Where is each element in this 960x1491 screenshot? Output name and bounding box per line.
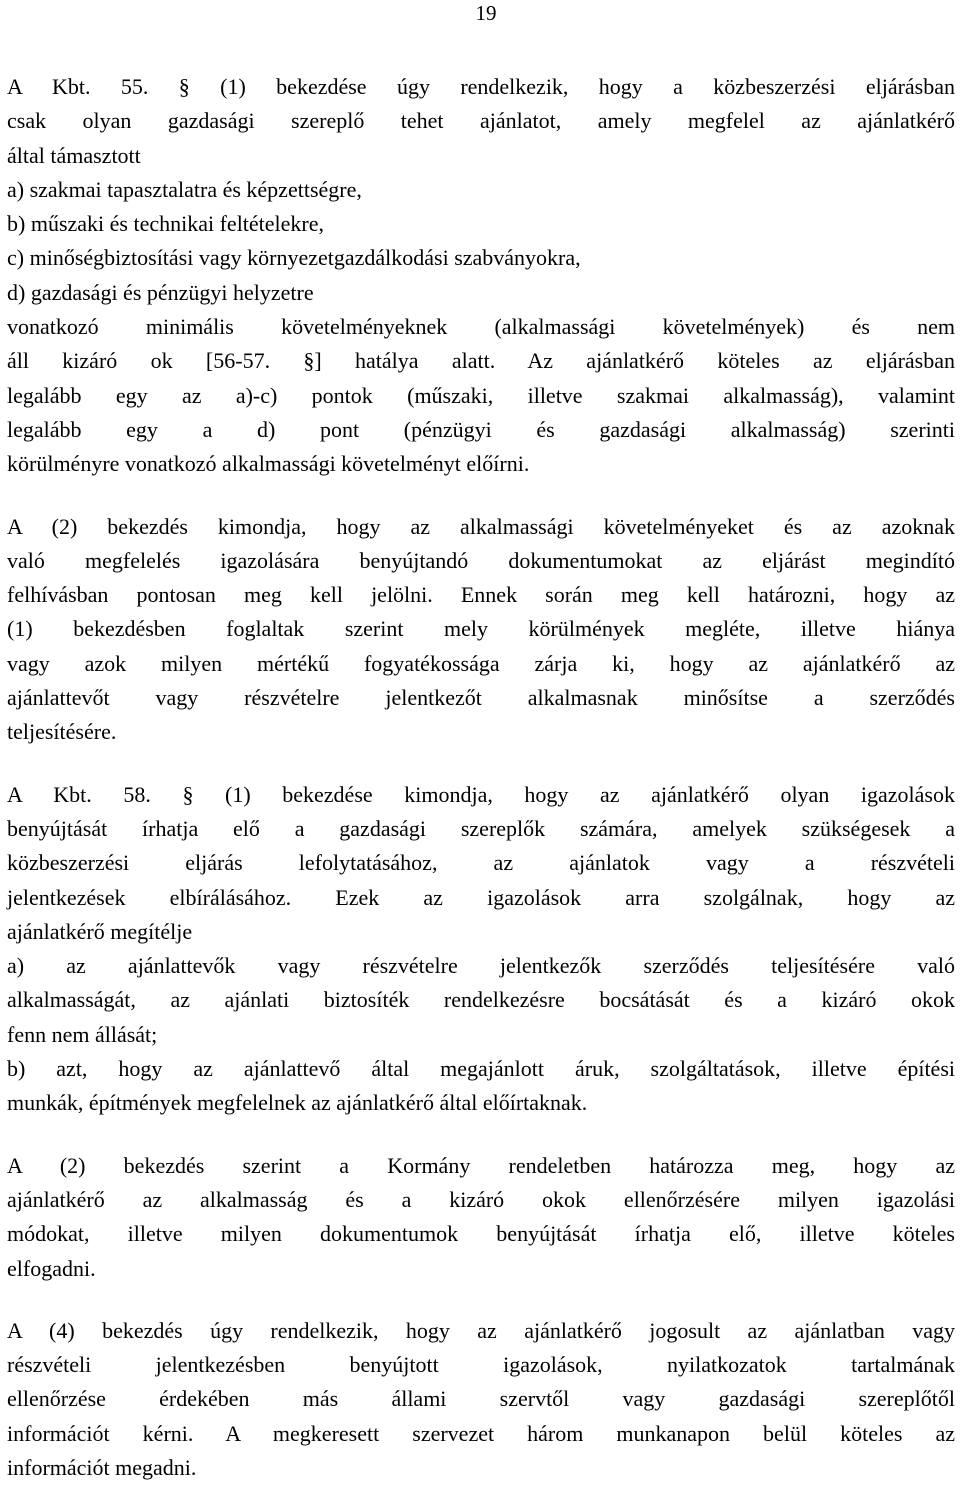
text-line: részvételi jelentkezésben benyújtott igazolások, nyilatkozatok tartalmának [7, 1352, 955, 1378]
text-line: körülményre vonatkozó alkalmassági követelményt előírni. [7, 451, 530, 477]
text-line: A (4) bekezdés úgy rendelkezik, hogy az ajánlatkérő jogosult az ajánlatban vagy [7, 1317, 955, 1343]
text-line: vagy azok milyen mértékű fogyatékossága zárja ki, hogy az ajánlatkérő az [7, 650, 955, 676]
text-line: a) az ajánlattevők vagy részvételre jelentkezők szerződés teljesítésére való [7, 953, 955, 979]
text-line: b) azt, hogy az ajánlattevő által megajánlott áruk, szolgáltatások, illetve építési [7, 1056, 955, 1082]
text-line: információt megadni. [7, 1454, 197, 1480]
text-line: A (2) bekezdés kimondja, hogy az alkalmassági követelményeket és az azoknak [7, 513, 955, 539]
text-line: d) gazdasági és pénzügyi helyzetre [7, 279, 314, 305]
document-body [7, 70, 955, 1485]
text-line: a) szakmai tapasztalatra és képzettségre, [7, 176, 362, 202]
text-line: A Kbt. 58. § (1) bekezdése kimondja, hogy az ajánlatkérő olyan igazolások [7, 781, 955, 807]
paragraph [7, 70, 955, 482]
paragraph-gap [7, 750, 955, 778]
text-line: jelentkezések elbírálásához. Ezek az igazolások arra szolgálnak, hogy az [7, 884, 955, 910]
text-line: információt kérni. A megkeresett szervezet három munkanapon belül köteles az [7, 1420, 955, 1446]
text-line: legalább egy a d) pont (pénzügyi és gazdasági alkalmasság) szerinti [7, 416, 955, 442]
paragraph-gap [7, 1286, 955, 1314]
text-line: ellenőrzése érdekében más állami szervtől vagy gazdasági szereplőtől [7, 1386, 955, 1412]
text-line: teljesítésére. [7, 719, 117, 745]
text-line: ajánlatkérő megítélje [7, 918, 193, 944]
text-line: közbeszerzési eljárás lefolytatásához, az ajánlatok vagy a részvételi [7, 850, 955, 876]
text-line: módokat, illetve milyen dokumentumok benyújtását írhatja elő, illetve köteles [7, 1221, 955, 1247]
text-line: elfogadni. [7, 1255, 96, 1281]
text-line: munkák, építmények megfelelnek az ajánlatkérő által előírtaknak. [7, 1090, 588, 1116]
text-line: fenn nem állását; [7, 1021, 158, 1047]
text-line: c) minőségbiztosítási vagy környezetgazdálkodási szabványokra, [7, 245, 581, 271]
paragraph [7, 1149, 955, 1286]
paragraph-gap [7, 1121, 955, 1149]
text-line: csak olyan gazdasági szereplő tehet ajánlatot, amely megfelel az ajánlatkérő [7, 108, 955, 134]
text-line: A Kbt. 55. § (1) bekezdése úgy rendelkezik, hogy a közbeszerzési eljárásban [7, 74, 955, 99]
page-number: 19 [475, 1, 497, 25]
text-line: által támasztott [7, 142, 141, 168]
text-line: A (2) bekezdés szerint a Kormány rendeletben határozza meg, hogy az [7, 1152, 955, 1178]
paragraph [7, 510, 955, 750]
paragraph [7, 778, 955, 1121]
text-line: vonatkozó minimális követelményeknek (alkalmassági követelmények) és nem [7, 314, 955, 340]
paragraph-gap [7, 482, 955, 510]
text-line: ajánlatkérő az alkalmasság és a kizáró okok ellenőrzésére milyen igazolási [7, 1186, 955, 1212]
text-line: ajánlattevőt vagy részvételre jelentkezőt alkalmasnak minősítse a szerződés [7, 685, 955, 711]
text-line: b) műszaki és technikai feltételekre, [7, 211, 325, 237]
text-line: alkalmasságát, az ajánlati biztosíték rendelkezésre bocsátását és a kizáró okok [7, 987, 955, 1013]
text-line: áll kizáró ok [56-57. §] hatálya alatt. Az ajánlatkérő köteles az eljárásban [7, 348, 955, 374]
text-line: való megfelelés igazolására benyújtandó dokumentumokat az eljárást megindító [7, 547, 955, 573]
text-line: benyújtását írhatja elő a gazdasági szereplők számára, amelyek szükségesek a [7, 815, 955, 841]
text-line: felhívásban pontosan meg kell jelölni. Ennek során meg kell határozni, hogy az [7, 582, 955, 608]
text-line: legalább egy az a)-c) pontok (műszaki, illetve szakmai alkalmasság), valamint [7, 382, 955, 408]
paragraph [7, 1314, 955, 1485]
text-line: (1) bekezdésben foglaltak szerint mely körülmények megléte, illetve hiánya [7, 616, 955, 642]
